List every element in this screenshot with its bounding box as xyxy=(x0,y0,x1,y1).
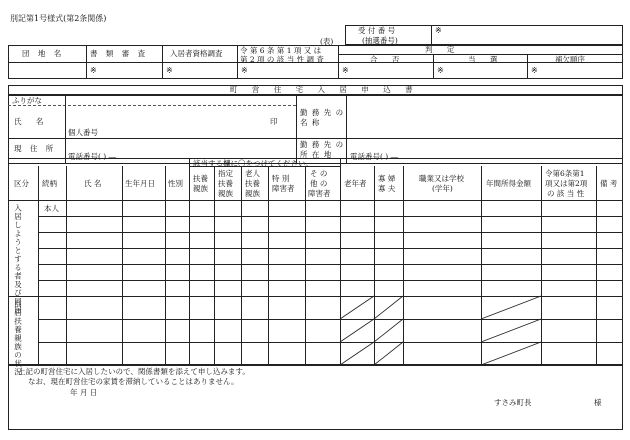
honnin-label: 本人 xyxy=(44,204,59,213)
col-rojin-1: 老人 xyxy=(245,169,260,178)
honorific: 様 xyxy=(594,398,602,407)
col-shokugyo-1: 職業又は学校 xyxy=(419,174,464,183)
workplace-name-label: 勤 務 先 の 名 称 xyxy=(300,108,345,127)
header-shikaku: 入居者資格調査 xyxy=(170,49,223,58)
col-gaitou-3: の 該 当 性 xyxy=(547,189,585,198)
col-shimei: 氏 名 xyxy=(84,179,102,188)
strike-income-1 xyxy=(481,296,541,319)
side-label: (表) xyxy=(320,37,334,46)
mark-tousen: ※ xyxy=(437,66,444,75)
seal-mark: 印 xyxy=(270,117,278,126)
col-zokugara: 続柄 xyxy=(42,179,57,188)
header-gouhi: 合 否 xyxy=(370,55,406,64)
col-sonota-3: 障害者 xyxy=(308,189,331,198)
form-title: 別記第1号様式(第2条関係) xyxy=(10,14,107,23)
header-tousen: 当 選 xyxy=(468,55,504,64)
col-gaitou-2: 項又は第2項 xyxy=(545,179,588,188)
header-hoketsu: 補欠順序 xyxy=(555,55,585,64)
mark-gouhi: ※ xyxy=(342,66,349,75)
col-rojin-3: 親族 xyxy=(245,189,260,198)
col-biko: 備 考 xyxy=(600,179,618,188)
workplace-phone-label: 電話番号( ) ― xyxy=(350,152,399,161)
col-shokugyo-2: (学年) xyxy=(432,184,453,193)
col-shitei-3: 親族 xyxy=(218,189,233,198)
footer-line-2: なお、現在町営住宅の家賃を滞納していることはありません。 xyxy=(28,377,239,386)
col-sex: 性別 xyxy=(168,179,183,188)
receipt-label: 受 付 番 号 xyxy=(358,26,396,35)
strike-roujin-1 xyxy=(340,296,374,319)
phone-label: 電話番号( ) ― xyxy=(68,152,117,161)
mayor-label: すさみ町長 xyxy=(494,398,532,407)
strike-roujin-2 xyxy=(340,319,374,342)
header-danchi: 団 地 名 xyxy=(22,49,65,58)
address-label: 現 住 所 xyxy=(14,144,57,153)
col-rojin-2: 扶養 xyxy=(245,179,260,188)
col-tokubetsu-2: 障害者 xyxy=(272,184,295,193)
mark-shikaku: ※ xyxy=(166,66,173,75)
strike-income-2 xyxy=(481,319,541,342)
receipt-mark: ※ xyxy=(435,26,442,35)
strike-roujin-3 xyxy=(340,342,374,365)
col-birth: 生年月日 xyxy=(125,179,155,188)
strike-kafu-3 xyxy=(374,342,403,365)
section-title: 町 営 住 宅 入 居 申 込 書 xyxy=(230,85,419,94)
section-resident-label: 入居しようとする者及び同居 xyxy=(13,204,23,315)
header-hantei: 判 定 xyxy=(425,45,461,54)
col-shitei-2: 扶養 xyxy=(218,179,233,188)
mark-shorui: ※ xyxy=(90,66,97,75)
check-note: 該当する欄に〇をつけてください。 xyxy=(193,159,313,168)
date-line: 年 月 日 xyxy=(70,388,98,397)
col-kafu-1: 寡 婦 xyxy=(378,174,396,183)
strike-kafu-2 xyxy=(374,319,403,342)
col-kubun: 区分 xyxy=(14,179,29,188)
header-shorui: 書 類 審 査 xyxy=(90,49,149,58)
col-sonota-2: 他 の xyxy=(310,179,328,188)
col-sonota-1: そ の xyxy=(310,169,328,178)
col-roujin: 老年者 xyxy=(344,179,367,188)
col-fuyou-1: 扶養 xyxy=(193,174,208,183)
header-article-1: 令 第 6 条 第 1 項 又 は xyxy=(240,46,322,55)
mark-article: ※ xyxy=(241,66,248,75)
header-article-2: 第 2 項 の 該 当 性 調 査 xyxy=(240,55,324,64)
strike-income-3 xyxy=(481,342,541,365)
col-fuyou-2: 親族 xyxy=(193,184,208,193)
footer-line-1: 上記の町営住宅に入居したいので、関係書類を添えて申し込みます。 xyxy=(18,367,250,376)
col-gaitou-1: 令第6条第1 xyxy=(545,169,585,178)
mark-hoketsu: ※ xyxy=(531,66,538,75)
furigana-label: ふりがな xyxy=(12,96,42,105)
col-income: 年間所得金額 xyxy=(486,179,531,188)
section-family-label: 別居扶養親族の状況 xyxy=(13,300,23,377)
personal-number-label: 個人番号 xyxy=(68,128,98,137)
strike-kafu-1 xyxy=(374,296,403,319)
col-tokubetsu-1: 特 別 xyxy=(272,174,290,183)
name-label: 氏 名 xyxy=(14,117,50,126)
col-kafu-2: 寡 夫 xyxy=(378,184,396,193)
workplace-addr-label: 勤 務 先 の 所 在 地 xyxy=(300,140,345,159)
col-shitei-1: 指定 xyxy=(218,169,233,178)
receipt-sub: (抽選番号) xyxy=(362,36,398,45)
